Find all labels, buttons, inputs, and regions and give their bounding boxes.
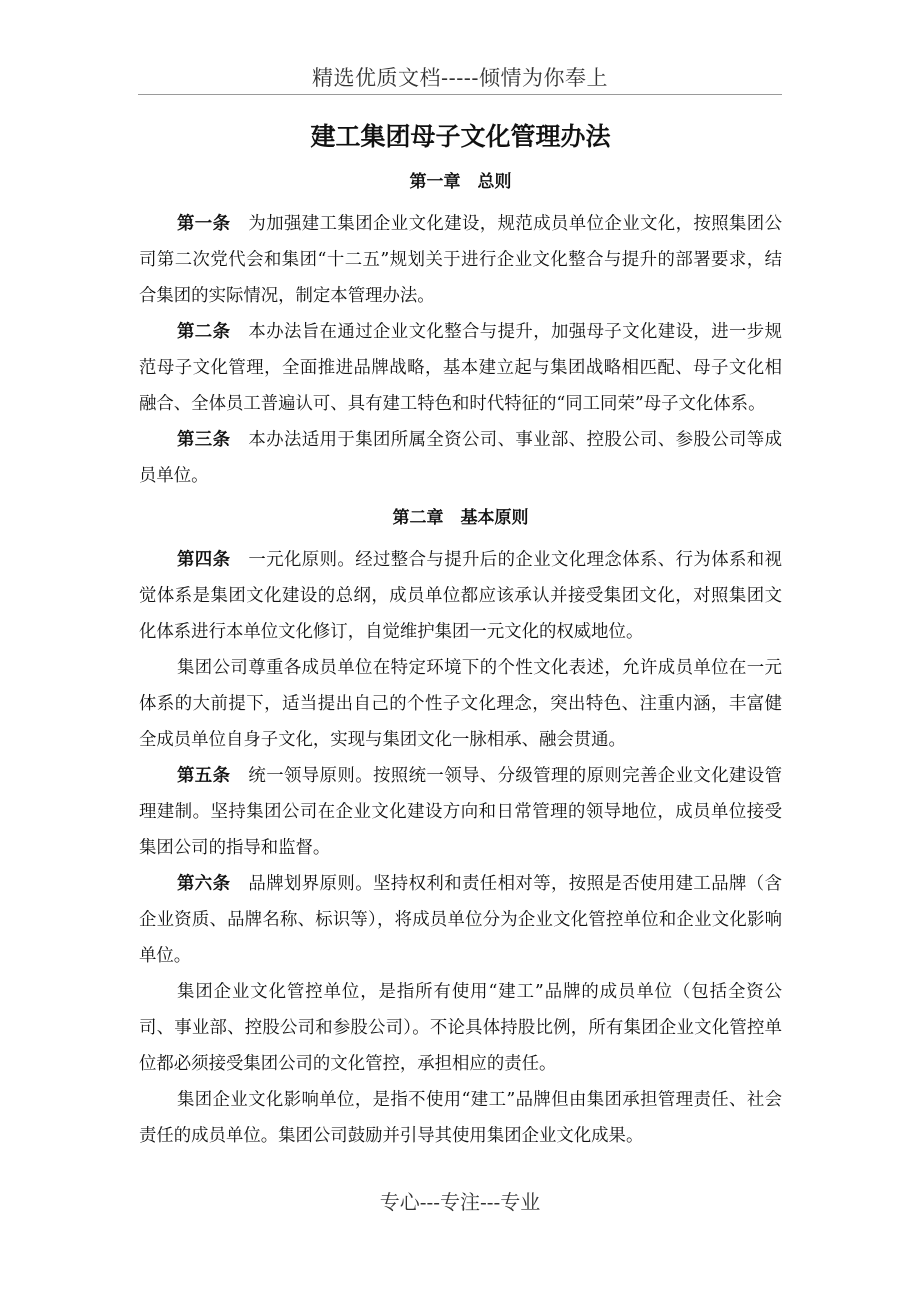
article-1	[139, 206, 782, 314]
paragraph-text: 集团企业文化管控单位，是指所有使用“建工”品牌的成员单位（包括全资公司、事业部、控股公司和参股公司）。不论具体持股比例，所有集团企业文化管控单位都必须接受集团公司的文化管控，承担相应的责任。	[139, 982, 782, 1074]
article-text: 品牌划界原则。坚持权利和责任相对等，按照是否使用建工品牌（含企业资质、品牌名称、标识等），将成员单位分为企业文化管控单位和企业文化影响单位。	[139, 874, 782, 966]
article-label: 第四条	[177, 550, 231, 570]
document-body	[139, 112, 782, 1154]
chapter-heading: 第二章 基本原则	[392, 508, 529, 528]
article-text: 本办法适用于集团所属全资公司、事业部、控股公司、参股公司等成员单位。	[139, 430, 782, 486]
article-label: 第一条	[177, 214, 231, 234]
page-header: 精选优质文档-----倾情为你奉上	[312, 66, 608, 90]
header-divider	[138, 94, 782, 95]
article-4	[139, 542, 782, 650]
article-5	[139, 758, 782, 866]
article-label: 第二条	[177, 322, 231, 342]
article-label: 第六条	[177, 874, 231, 894]
article-3	[139, 422, 782, 494]
article-text: 为加强建工集团企业文化建设，规范成员单位企业文化，按照集团公司第二次党代会和集团“十二五”规划关于进行企业文化整合与提升的部署要求，结合集团的实际情况，制定本管理办法。	[139, 214, 782, 306]
article-text: 本办法旨在通过企业文化整合与提升，加强母子文化建设，进一步规范母子文化管理，全面推进品牌战略，基本建立起与集团战略相匹配、母子文化相融合、全体员工普遍认可、具有建工特色和时代特征的“同工同荣”母子文化体系。	[139, 322, 782, 414]
article-6	[139, 866, 782, 974]
article-text: 统一领导原则。按照统一领导、分级管理的原则完善企业文化建设管理建制。坚持集团公司在企业文化建设方向和日常管理的领导地位，成员单位接受集团公司的指导和监督。	[139, 766, 782, 858]
paragraph-text: 集团公司尊重各成员单位在特定环境下的个性文化表述，允许成员单位在一元体系的大前提下，适当提出自己的个性子文化理念，突出特色、注重内涵，丰富健全成员单位自身子文化，实现与集团文化一脉相承、融会贯通。	[139, 658, 782, 750]
article-2	[139, 314, 782, 422]
document-title: 建工集团母子文化管理办法	[310, 122, 611, 151]
page-footer: 专心---专注---专业	[379, 1190, 541, 1214]
article-label: 第三条	[177, 430, 231, 450]
article-label: 第五条	[177, 766, 231, 786]
article-text: 一元化原则。经过整合与提升后的企业文化理念体系、行为体系和视觉体系是集团文化建设的总纲，成员单位都应该承认并接受集团文化，对照集团文化体系进行本单位文化修订，自觉维护集团一元文化的权威地位。	[139, 550, 782, 642]
chapter-1	[139, 162, 782, 494]
paragraph-text: 集团企业文化影响单位，是指不使用“建工”品牌但由集团承担管理责任、社会责任的成员单位。集团公司鼓励并引导其使用集团企业文化成果。	[139, 1090, 782, 1146]
chapter-heading: 第一章 总则	[409, 172, 512, 192]
chapter-2	[139, 498, 782, 1154]
